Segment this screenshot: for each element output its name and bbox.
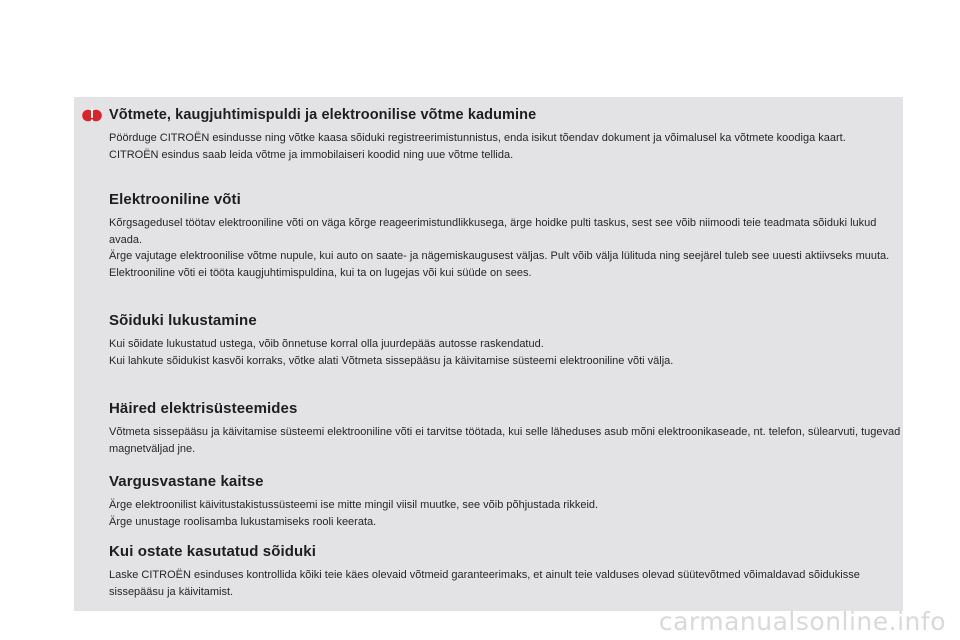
section-paragraph: CITROËN esindus saab leida võtme ja immobilaiseri koodid ning uue võtme tellida. — [109, 148, 514, 161]
section-paragraph: Ärge unustage roolisamba lukustamiseks rooli keerata. — [109, 515, 377, 528]
section-paragraph: Pöörduge CITROËN esindusse ning võtke kaasa sõiduki registreerimistunnistus, enda isikut tõendav dokument ja võimalusel ka võtmete koodiga kaart. — [109, 132, 846, 144]
section-heading: Kui ostate kasutatud sõiduki — [109, 543, 316, 560]
section-used-vehicle — [109, 543, 901, 600]
section-paragraph: Elektrooniline võti ei tööta kaugjuhtimispuldina, kui ta on lugejas või kui süüde on sees. — [109, 266, 532, 279]
section-vehicle-locking — [109, 312, 901, 369]
section-heading: Häired elektrisüsteemides — [109, 400, 298, 417]
section-paragraph: Kõrgsagedusel töötav elektrooniline võti on väga kõrge reageerimistundlikkusega, ärge hoidke pulti taskus, sest see võib niimoodi teie teadmata sõiduki lukud avada. — [109, 217, 877, 246]
section-paragraph: Ärge elektroonilist käivitustakistussüsteemi ise mitte mingil viisil muutke, see võib põhjustada rikkeid. — [109, 499, 599, 511]
section-lost-keys — [109, 106, 901, 163]
section-heading: Sõiduki lukustamine — [109, 312, 257, 329]
section-paragraph: Kui sõidate lukustatud ustega, võib õnnetuse korral olla juurdepääs autosse raskendatud. — [109, 338, 544, 350]
section-electrical-interference — [109, 400, 901, 457]
section-heading: Vargusvastane kaitse — [109, 473, 264, 490]
section-heading: Võtmete, kaugjuhtimispuldi ja elektroonilise võtme kadumine — [109, 107, 537, 123]
section-anti-theft — [109, 473, 901, 530]
section-paragraph: Võtmeta sissepääsu ja käivitamise süsteemi elektrooniline võti ei tarvitse töötada, kui selle läheduses asub mõni elektroonikaseade, nt. telefon, sülearvuti, tugevad magnetväljad jne. — [109, 426, 901, 455]
section-paragraph: Ärge vajutage elektroonilise võtme nupule, kui auto on saate- ja nägemiskaugusest väljas. Pult võib välja lülituda ning seejärel tuleb see uuesti aktiivseks muuta. — [109, 250, 890, 262]
section-paragraph: Kui lahkute sõidukist kasvõi korraks, võtke alati Võtmeta sissepääsu ja käivitamise süsteemi elektrooniline võti välja. — [109, 354, 674, 367]
section-heading: Elektrooniline võti — [109, 191, 241, 208]
section-paragraph: Laske CITROËN esinduses kontrollida kõiki teie käes olevaid võtmeid garanteerimaks, et ainult teie valduses olevad süütevõtmed võimaldavad sõidukisse sissepääsu ja käivitamist. — [109, 569, 860, 598]
section-electronic-key — [109, 191, 901, 281]
watermark: carmanualsonline.info — [658, 607, 946, 636]
warning-icon — [82, 106, 102, 125]
